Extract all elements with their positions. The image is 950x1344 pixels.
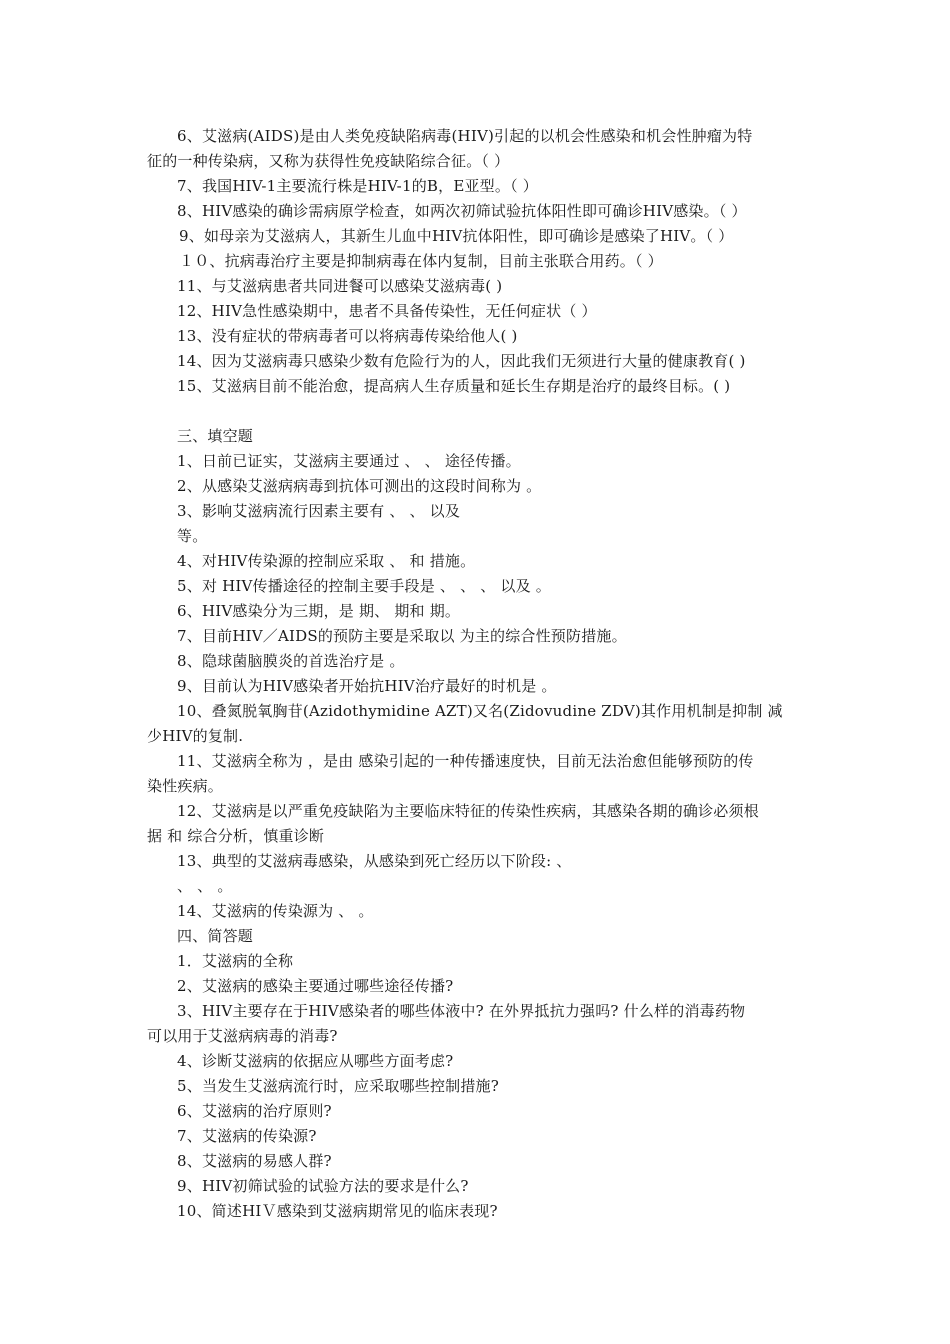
question-line: 6、艾滋病(AIDS)是由人类免疫缺陷病毒(HIV)引起的以机会性感染和机会性肿瘤为特 — [177, 127, 753, 145]
question-line: 9、HIV初筛试验的试验方法的要求是什么? — [177, 1177, 469, 1195]
question-line: 征的一种传染病，又称为获得性免疫缺陷综合征。（ ） — [147, 152, 510, 170]
question-line: 10、简述HIＶ感染到艾滋病期常见的临床表现? — [177, 1202, 498, 1220]
question-line: 8、隐球菌脑膜炎的首选治疗是 。 — [177, 652, 405, 670]
question-line: 12、艾滋病是以严重免疫缺陷为主要临床特征的传染性疾病，其感染各期的确诊必须根 — [177, 802, 759, 820]
question-line: 15、艾滋病目前不能治愈，提高病人生存质量和延长生存期是治疗的最终目标。( ) — [177, 377, 731, 395]
question-line: 11、艾滋病全称为 ，是由 感染引起的一种传播速度快，目前无法治愈但能够预防的传 — [177, 752, 754, 770]
question-line: 、 、 。 — [177, 877, 233, 895]
question-line: 据 和 综合分析，慎重诊断 — [147, 827, 325, 845]
true-false-section — [147, 124, 812, 399]
document-content — [147, 124, 812, 1224]
section-heading: 四、简答题 — [177, 927, 254, 945]
question-line: 7、艾滋病的传染源? — [177, 1127, 317, 1145]
question-line: 4、对HIV传染源的控制应采取 、 和 措施。 — [177, 552, 476, 570]
question-line: 少HIV的复制. — [147, 727, 244, 745]
question-line: 9、如母亲为艾滋病人，其新生儿血中HIV抗体阳性，即可确诊是感染了HIV。（ ） — [179, 227, 734, 245]
question-line: 11、与艾滋病患者共同进餐可以感染艾滋病毒( ) — [177, 277, 503, 295]
question-line: 13、没有症状的带病毒者可以将病毒传染给他人( ) — [177, 327, 518, 345]
question-line: 9、目前认为HIV感染者开始抗HIV治疗最好的时机是 。 — [177, 677, 557, 695]
question-line: 等。 — [177, 527, 208, 545]
question-line: 1．艾滋病的全称 — [177, 952, 294, 970]
question-line: 7、目前HIV／AIDS的预防主要是采取以 为主的综合性预防措施。 — [177, 627, 627, 645]
question-line: 1、日前已证实，艾滋病主要通过 、 、 途径传播。 — [177, 452, 521, 470]
question-line: 8、HIV感染的确诊需病原学检查，如两次初筛试验抗体阳性即可确诊HIV感染。（ ） — [177, 202, 747, 220]
question-line: 4、诊断艾滋病的依据应从哪些方面考虑? — [177, 1052, 454, 1070]
question-line: 5、对 HIV传播途径的控制主要手段是 、 、 、 以及 。 — [177, 577, 551, 595]
question-line: 6、HIV感染分为三期，是 期、 期和 期。 — [177, 602, 461, 620]
question-line: 2、艾滋病的感染主要通过哪些途径传播? — [177, 977, 454, 995]
question-line: 7、我国HIV-1主要流行株是HIV-1的B，E亚型。（ ） — [177, 177, 538, 195]
section-heading: 三、填空题 — [177, 427, 254, 445]
question-line: 13、典型的艾滋病毒感染，从感染到死亡经历以下阶段: 、 — [177, 852, 572, 870]
question-line: 可以用于艾滋病病毒的消毒? — [147, 1027, 338, 1045]
question-line: 5、当发生艾滋病流行时，应采取哪些控制措施? — [177, 1077, 499, 1095]
question-line: 10、叠氮脱氧胸苷(Azidothymidine AZT)又名(Zidovudine ZDV)其作用机制是抑制 减 — [177, 702, 783, 720]
question-line: 染性疾病。 — [147, 777, 224, 795]
question-line: 6、艾滋病的治疗原则? — [177, 1102, 332, 1120]
question-line: 3、影响艾滋病流行因素主要有 、 、 以及 — [177, 502, 461, 520]
question-line: 14、因为艾滋病毒只感染少数有危险行为的人，因此我们无须进行大量的健康教育( ) — [177, 352, 746, 370]
fill-in-section — [147, 424, 812, 924]
question-line: 8、艾滋病的易感人群? — [177, 1152, 332, 1170]
section-gap — [147, 399, 812, 424]
question-line: 3、HIV主要存在于HIV感染者的哪些体液中? 在外界抵抗力强吗? 什么样的消毒药物 — [177, 1002, 746, 1020]
question-line: 12、HIV急性感染期中，患者不具备传染性，无任何症状（ ） — [177, 302, 597, 320]
question-line: 14、艾滋病的传染源为 、 。 — [177, 902, 374, 920]
question-line: 2、从感染艾滋病病毒到抗体可测出的这段时间称为 。 — [177, 477, 542, 495]
question-line: １０、抗病毒治疗主要是抑制病毒在体内复制，目前主张联合用药。（ ） — [179, 252, 663, 270]
short-answer-section — [147, 924, 812, 1224]
